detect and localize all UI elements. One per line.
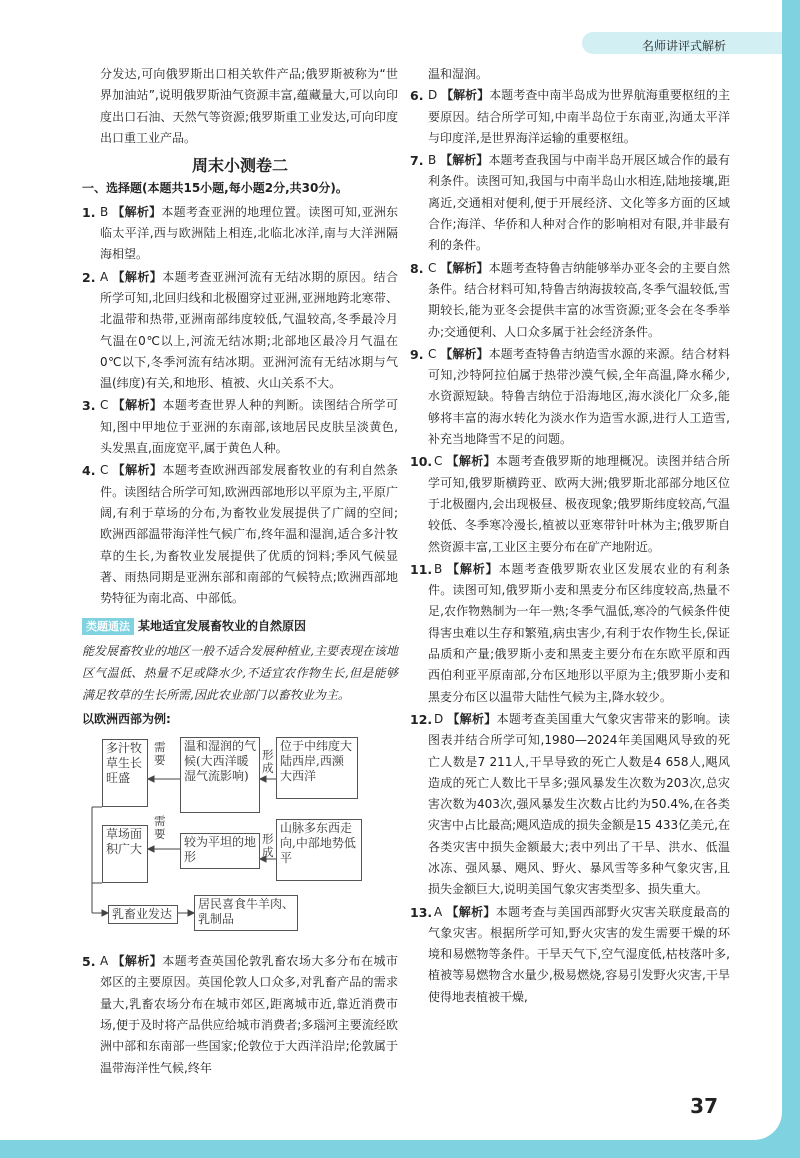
answer-letter: D <box>434 711 444 726</box>
page-number: 37 <box>690 1094 718 1118</box>
box-mountains: 山脉多东西走向,中部地势低平 <box>276 819 362 881</box>
box-food: 居民喜食牛羊肉、乳制品 <box>194 895 298 931</box>
analysis-tag: 【解析】 <box>440 260 489 275</box>
analysis-tag: 【解析】 <box>446 561 499 576</box>
answer-item <box>410 150 730 256</box>
answer-letter: A <box>100 954 109 969</box>
left-column <box>82 64 398 1080</box>
answer-item <box>82 460 398 609</box>
analysis-text: 本题考查特鲁吉纳能够举办亚冬会的主要自然条件。结合材料可知,特鲁吉纳海拔较高,冬季气温较低,雪期较长,能为亚冬会提供丰富的冰雪资源;亚冬会在冬季举办;交通便利、人口众多属于社会经济条件。 <box>428 260 730 339</box>
method-callout <box>82 616 398 637</box>
analysis-text: 本题考查美国重大气象灾害带来的影响。读图表并结合所学可知,1980—2024年美国飓风导致的死亡人数是7 211人,干旱导致的死亡人数是4 658人,飓风造成的死亡人数比干旱多;强风暴发生次数为203次,总灾害次数为403次,强风暴发生次数占比约为50.4%,在各类灾害中占比最高;飓风造成的损失金额是15 433亿美元,在各类灾害中损失金额最大;表中列出了干旱、洪水、低温冰冻、强风暴、飓风、野火、暴风雪等多种气象灾害,且损失金额巨大,说明美国气象灾害类型多、损失重大。 <box>428 711 730 897</box>
answer-item <box>410 451 730 557</box>
answer-item <box>410 902 730 1008</box>
analysis-tag: 【解析】 <box>112 398 163 413</box>
answer-letter: C <box>428 260 437 275</box>
quiz-title: 周末小测卷二 <box>191 156 288 176</box>
arrowhead <box>148 776 154 782</box>
label-form-1: 形成 <box>262 748 274 776</box>
item-number: 2. <box>82 269 96 285</box>
answer-letter: C <box>100 463 109 478</box>
analysis-text: 本题考查亚洲的地理位置。读图可知,亚洲东临太平洋,西与欧洲陆上相连,北临北冰洋,南与大洋洲隔海相望。 <box>100 204 398 262</box>
answer-letter: A <box>434 904 443 919</box>
continued-text: 温和湿润。 <box>428 67 489 81</box>
label-need-1: 需要 <box>154 740 166 768</box>
item-number: 4. <box>82 463 96 479</box>
answer-letter: D <box>428 88 438 103</box>
header-series: 名师讲评式解析 <box>641 39 726 53</box>
answer-item <box>410 559 730 708</box>
analysis-tag: 【解析】 <box>112 954 163 969</box>
answer-item <box>410 709 730 901</box>
answer-item <box>82 267 398 395</box>
analysis-text: 本题考查俄罗斯的地理概况。读图并结合所学可知,俄罗斯横跨亚、欧两大洲;俄罗斯北部部分地区位于北极圈内,会出现极昼、极夜现象;俄罗斯纬度较高,气温较低、冬季寒冷漫长,植被以亚寒带针叶林为主;俄罗斯自然资源丰富,工业区主要分布在矿产地附近。 <box>428 454 730 554</box>
answer-letter: B <box>428 153 437 168</box>
answer-item <box>82 951 398 1079</box>
analysis-tag: 【解析】 <box>446 904 496 919</box>
answer-letter: C <box>434 454 443 469</box>
intro-text: 分发达,可向俄罗斯出口相关软件产品;俄罗斯被称为“世界加油站”,说明俄罗斯油气资源丰富,蕴藏量大,可以向印度出口石油、天然气等资源;俄罗斯重工业发达,可向印度出口重工业产品。 <box>100 67 398 145</box>
item-number: 5. <box>82 954 96 970</box>
item-number: 3. <box>82 398 96 414</box>
analysis-text: 本题考查欧洲西部发展畜牧业的有利自然条件。读图结合所学可知,欧洲西部地形以平原为主,平原广阔,有利于草场的分布,为畜牧业发展提供了广阔的空间;欧洲西部温带海洋性气候广布,终年温和湿润,适合多汁牧草的生长,为畜牧业发展提供了优质的饲料;季风气候显著、雨热同期是亚洲东部和南部的气候特点;欧洲西部地势特征为南北高、中部低。 <box>100 463 398 606</box>
item-number: 9. <box>410 346 424 362</box>
analysis-tag: 【解析】 <box>441 88 490 103</box>
item-number: 12. <box>410 711 433 727</box>
flow-diagram <box>82 733 398 945</box>
answer-letter: B <box>434 561 443 576</box>
section-heading: 一、选择题(本题共15小题,每小题2分,共30分)。 <box>82 181 348 196</box>
analysis-text: 本题考查与美国西部野火灾害关联度最高的气象灾害。根据所学可知,野火灾害的发生需要干燥的环境和易燃物等条件。干旱天气下,空气湿度低,枯枝落叶多,植被等易燃物含水量少,极易燃烧,容易引发野火灾害,干旱使得地表植被干燥, <box>428 904 730 1004</box>
analysis-tag: 【解析】 <box>440 346 489 361</box>
answer-letter: B <box>100 204 109 219</box>
answer-item <box>82 395 398 459</box>
answer-item <box>410 258 730 343</box>
label-form-2: 形成 <box>262 832 274 860</box>
box-climate: 温和湿润的气候(大西洋暖湿气流影响) <box>180 737 260 813</box>
diagram-title: 以欧洲西部为例: <box>82 711 171 726</box>
item-number: 10. <box>410 454 433 470</box>
label-need-2: 需要 <box>154 814 166 842</box>
arrowhead <box>148 846 154 852</box>
analysis-text: 本题考查英国伦敦乳畜农场大多分布在城市郊区的主要原因。英国伦敦人口众多,对乳畜产品的需求量大,乳畜农场分布在城市郊区,距离城市近,靠近消费市场,便于及时将产品供应给城市消费者;多瑙河主要流经欧洲中部和东南部一些国家;伦敦位于大西洋沿岸;伦敦属于温带海洋性气候,终年 <box>100 954 398 1075</box>
item-number: 7. <box>410 153 424 169</box>
analysis-tag: 【解析】 <box>112 204 162 219</box>
arrowhead <box>260 776 266 782</box>
answer-letter: C <box>100 398 109 413</box>
answer-item <box>410 344 730 450</box>
box-location: 位于中纬度大陆西岸,西濒大西洋 <box>276 737 358 799</box>
analysis-tag: 【解析】 <box>446 454 496 469</box>
answer-letter: A <box>100 269 109 284</box>
box-dairy: 乳畜业发达 <box>108 905 178 924</box>
box-grass: 多汁牧草生长旺盛 <box>102 739 148 807</box>
analysis-tag: 【解析】 <box>112 269 163 284</box>
box-area: 草场面积广大 <box>102 825 148 883</box>
answer-item <box>82 202 398 266</box>
analysis-tag: 【解析】 <box>440 153 489 168</box>
analysis-text: 本题考查特鲁吉纳造雪水源的来源。结合材料可知,沙特阿拉伯属于热带沙漠气候,全年高温,降水稀少,水资源短缺。特鲁吉纳位于沿海地区,海水淡化厂众多,能够将丰富的海水转化为淡水作为造雪水源,进行人工造雪,补充当地降雪不足的问题。 <box>428 346 730 447</box>
method-badge: 类题通法 <box>82 618 134 635</box>
box-terrain: 较为平坦的地形 <box>180 833 260 869</box>
answer-letter: C <box>428 346 437 361</box>
method-title: 某地适宜发展畜牧业的自然原因 <box>138 619 307 634</box>
analysis-tag: 【解析】 <box>112 463 163 478</box>
analysis-text: 本题考查世界人种的判断。读图结合所学可知,图中甲地位于亚洲的东南部,该地居民皮肤呈淡黄色,头发黑直,面庞宽平,属于黄色人种。 <box>100 398 398 456</box>
analysis-text: 本题考查我国与中南半岛开展区域合作的最有利条件。读图可知,我国与中南半岛山水相连,陆地接壤,距离近,交通相对便利,便于开展经济、文化等多方面的区域合作;海洋、华侨和人种对合作的影响相对有限,并非最有利的条件。 <box>428 153 730 253</box>
item-number: 6. <box>410 88 424 104</box>
item-number: 1. <box>82 204 96 220</box>
analysis-text: 本题考查中南半岛成为世界航海重要枢纽的主要原因。结合所学可知,中南半岛位于东南亚,沟通太平洋与印度洋,是世界海洋运输的重要枢纽。 <box>428 88 730 145</box>
method-text: 能发展畜牧业的地区一般不适合发展种植业,主要表现在该地区气温低、热量不足或降水少,不适宜农作物生长,但是能够满足牧草的生长所需,因此农业部门以畜牧业为主。 <box>82 643 398 702</box>
item-number: 13. <box>410 904 433 920</box>
analysis-tag: 【解析】 <box>447 711 497 726</box>
answer-item <box>410 85 730 149</box>
analysis-text: 本题考查俄罗斯农业区发展农业的有利条件。读图可知,俄罗斯小麦和黑麦分布区纬度较高,热量不足,农作物熟制为一年一熟;冬季气温低,寒冷的气候条件使得害虫难以生存和繁殖,病虫害少,有利于农作物生长,保证品质和产量;俄罗斯小麦和黑麦主要分布在东欧平原和西西伯利亚平原南部,分布区地形以平原为主;俄罗斯小麦和黑麦分布区以温带大陆性气候为主,降水较少。 <box>428 561 730 704</box>
item-number: 8. <box>410 260 424 276</box>
analysis-text: 本题考查亚洲河流有无结冰期的原因。结合所学可知,北回归线和北极圈穿过亚洲,亚洲地跨北寒带、北温带和热带,亚洲南部纬度较低,气温较高,冬季最冷月气温在0℃以上,河流无结冰期;北部地区最冷月气温在0℃以下,冬季河流有结冰期。亚洲河流有无结冰期与气温(纬度)有关,和地形、植被、火山关系不大。 <box>100 269 398 391</box>
item-number: 11. <box>410 561 433 577</box>
right-column <box>410 64 730 1009</box>
